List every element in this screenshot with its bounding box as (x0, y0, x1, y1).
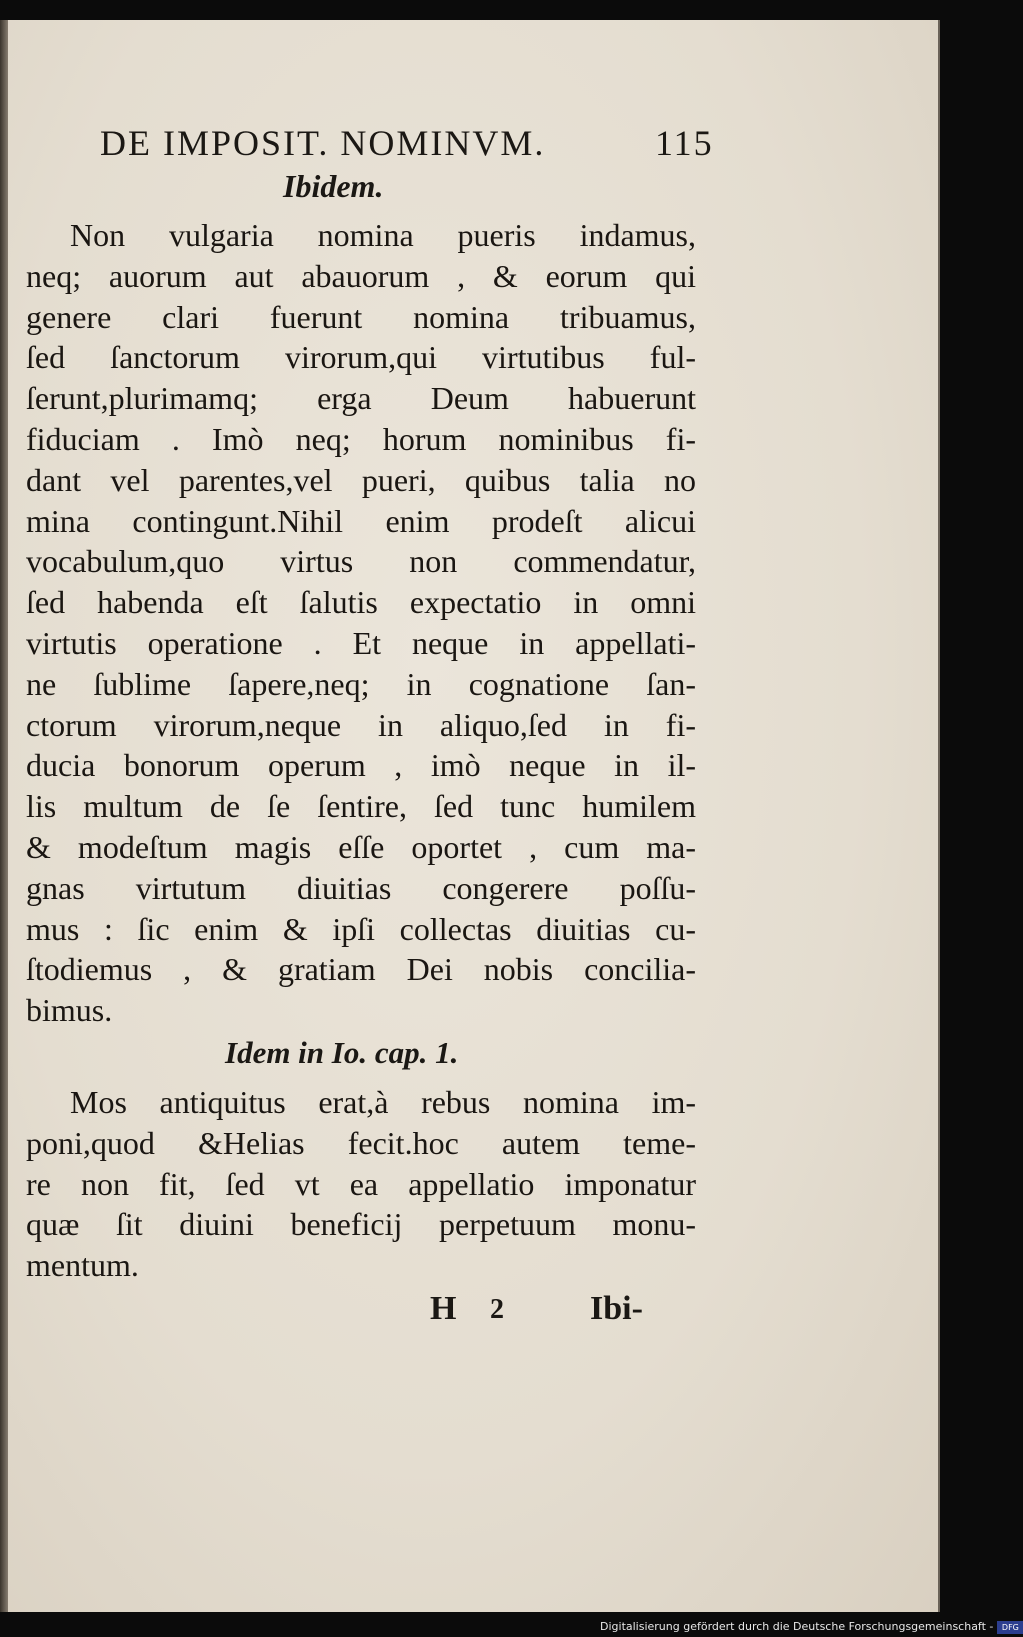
text-line: ſtodiemus , & gratiam Dei nobis concilia- (26, 951, 696, 988)
section-2-body (26, 1082, 696, 1286)
signature-mark: H (430, 1290, 457, 1327)
catchword-line (430, 1290, 690, 1334)
text-line: ſed ſanctorum virorum,qui virtutibus ful- (26, 339, 696, 376)
catchword: Ibi- (590, 1290, 643, 1327)
text-line: ducia bonorum operum , imò neque in il- (26, 747, 696, 784)
text-line: lis multum de ſe ſentire, ſed tunc humilem (26, 788, 696, 825)
text-line: ctorum virorum,neque in aliquo,ſed in fi- (26, 706, 696, 743)
text-line: virtutis operatione . Et neque in appellati- (26, 624, 696, 661)
section-1-body (26, 215, 696, 1031)
text-line: Mos antiquitus erat,à rebus nomina im- (70, 1084, 696, 1120)
text-line: ſed habenda eſt ſalutis expectatio in omni (26, 584, 696, 621)
text-line: fiduciam . Imò neq; horum nominibus fi- (26, 420, 696, 457)
text-line: & modeſtum magis eſſe oportet , cum ma- (26, 828, 696, 865)
text-line: gnas virtutum diuitias congerere poſſu- (26, 869, 696, 906)
section-heading-ibidem: Ibidem. (283, 168, 384, 204)
running-header (100, 122, 714, 170)
text-line: quæ ſit diuini beneficij perpetuum monu- (26, 1206, 696, 1243)
page-number: 115 (655, 123, 714, 163)
text-line: poni,quod &Helias fecit.hoc autem teme- (26, 1124, 696, 1161)
text-line: mina contingunt.Nihil enim prodeſt alicui (26, 502, 696, 539)
text-line: bimus. (26, 992, 113, 1029)
text-line: ſerunt,plurimamq; erga Deum habuerunt (26, 380, 696, 417)
text-line: mentum. (26, 1247, 139, 1284)
text-line: Non vulgaria nomina pueris indamus, (70, 217, 696, 253)
text-line: re non fit, ſed vt ea appellatio imponatur (26, 1165, 696, 1202)
text-line: genere clari fuerunt nomina tribuamus, (26, 298, 696, 335)
running-title: DE IMPOSIT. NOMINVM. (100, 123, 546, 163)
text-line: mus : ſic enim & ipſi collectas diuitias cu- (26, 910, 696, 947)
digitization-credit (600, 1617, 1019, 1637)
credit-text: Digitalisierung gefördert durch die Deutsche Forschungsgemeinschaft - (600, 1620, 994, 1633)
section-heading-idem: Idem in Io. cap. 1. (225, 1035, 459, 1070)
dfg-logo-icon: DFG (997, 1621, 1023, 1634)
signature-number: 2 (490, 1294, 504, 1325)
text-line: vocabulum,quo virtus non commendatur, (26, 543, 696, 580)
text-line: neq; auorum aut abauorum , & eorum qui (26, 257, 696, 294)
text-line: dant vel parentes,vel pueri, quibus talia no (26, 461, 696, 498)
text-line: ne ſublime ſapere,neq; in cognatione ſan- (26, 665, 696, 702)
